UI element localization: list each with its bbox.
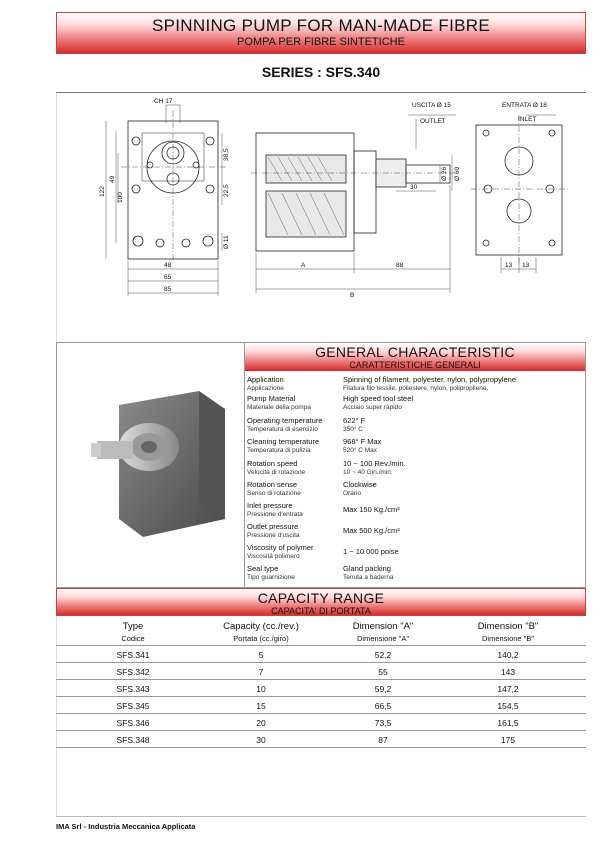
spec-value: Max 500 Kg./cm² — [343, 526, 400, 535]
capacity-range-title: CAPACITY RANGE — [257, 590, 385, 606]
cell-type: SFS.345 — [116, 701, 150, 711]
spec-label-it: Pressione d'entrata — [247, 510, 303, 518]
spec-value: Spinning of filament, polyester, nylon, polypropylene. — [343, 375, 519, 384]
spec-value: 622° F — [343, 416, 366, 425]
cell-dim-b: 143 — [500, 667, 516, 677]
spec-value-it: Acciaio super rapido — [343, 403, 402, 411]
cell-dim-a: 66,5 — [374, 701, 392, 711]
dim-13-right: 13 — [522, 262, 530, 269]
spec-value-it: Orario — [343, 489, 362, 497]
title-banner — [56, 12, 586, 54]
dim-85: 85 — [164, 286, 172, 293]
cell-capacity: 5 — [258, 650, 264, 660]
cell-dim-b: 161,5 — [497, 718, 519, 728]
spec-label-it: Temperatura di esercizio — [247, 425, 318, 433]
spec-label: Inlet pressure — [247, 501, 293, 510]
spec-label-it: Viscosità polimero — [247, 552, 300, 560]
rear-view — [471, 115, 568, 273]
dim-49: 49 — [109, 175, 116, 183]
dim-11: Ø 11 — [223, 235, 230, 249]
spec-value: Clockwise — [343, 480, 377, 489]
spec-value: 10 ~ 100 Rev./min. — [343, 459, 406, 468]
spec-value-it: Tenuta a baderna — [343, 573, 394, 581]
spec-label: Application — [247, 375, 284, 384]
table-row — [56, 731, 586, 748]
cell-dim-a: 52,2 — [374, 650, 392, 660]
spec-label-it: Temperatura di pulizia — [247, 446, 311, 454]
dim-88: 88 — [396, 262, 404, 269]
series-label: SERIES : SFS.340 — [261, 64, 381, 80]
spec-label: Cleaning temperature — [247, 437, 320, 446]
cell-dim-a: 73,5 — [374, 718, 392, 728]
general-characteristic-title: GENERAL CHARACTERISTIC — [315, 344, 515, 360]
dim-38-5: 38,5 — [223, 148, 230, 161]
inlet-label-it: ENTRATA Ø 18 — [502, 102, 547, 109]
cell-dim-a: 59,2 — [374, 684, 392, 694]
cell-dim-a: 55 — [378, 667, 388, 677]
dim-30: 30 — [410, 184, 418, 191]
dim-65: 65 — [164, 274, 172, 281]
col-header-dim-b: Dimension "B" — [477, 621, 539, 632]
cell-dim-a: 87 — [378, 735, 388, 745]
cell-dim-b: 140,2 — [497, 650, 519, 660]
footer-rule — [56, 816, 586, 817]
cell-capacity: 15 — [256, 701, 266, 711]
general-characteristic-subtitle: CARATTERISTICHE GENERALI — [349, 360, 481, 370]
cell-dim-b: 147,2 — [497, 684, 519, 694]
general-characteristic-banner — [245, 343, 585, 371]
spec-label-it: Senso di rotazione — [247, 489, 301, 497]
spec-label-it: Tipo guarnizione — [247, 573, 295, 581]
col-header-capacity: Capacity (cc./rev.) — [223, 621, 299, 632]
cell-dim-b: 175 — [500, 735, 516, 745]
spec-label: Pump Material — [247, 394, 296, 403]
capacity-range-banner — [56, 588, 586, 616]
cell-type: SFS.341 — [116, 650, 150, 660]
technical-drawing — [56, 92, 586, 340]
pump-photo — [57, 343, 243, 587]
general-characteristic-panel — [244, 342, 586, 588]
dim-ch: CH 17 — [154, 98, 173, 105]
technical-drawing-svg — [56, 93, 586, 341]
cell-capacity: 7 — [258, 667, 264, 677]
pump-photo-frame — [56, 342, 244, 588]
table-row — [56, 646, 586, 663]
spec-label: Operating temperature — [247, 416, 323, 425]
col-header-dim-b-it: Dimensione "B" — [481, 634, 534, 643]
dim-122: 122 — [99, 186, 106, 197]
spec-value: Gland packing — [343, 564, 391, 573]
spec-label-it: Materiale della pompa — [247, 403, 311, 411]
col-header-type: Type — [122, 621, 144, 632]
spec-label: Seal type — [247, 564, 279, 573]
section-view — [251, 115, 456, 293]
outlet-label-it: USCITA Ø 15 — [412, 102, 451, 109]
spec-label: Outlet pressure — [247, 522, 299, 531]
table-row — [56, 663, 586, 680]
table-row — [56, 680, 586, 697]
spec-value: Max 150 Kg./cm² — [343, 505, 400, 514]
spec-value: 968° F Max — [343, 437, 382, 446]
col-header-capacity-it: Portata (cc./giro) — [233, 634, 289, 643]
spec-label-it: Pressione d'uscita — [247, 531, 300, 539]
dim-48: 48 — [164, 262, 172, 269]
capacity-table-header — [56, 618, 586, 646]
cell-type: SFS.343 — [116, 684, 150, 694]
cell-capacity: 10 — [256, 684, 266, 694]
spec-value-it: 520° C Max — [343, 446, 378, 454]
dim-b: B — [350, 292, 355, 299]
company-footer: IMA Srl - Industria Meccanica Applicata — [56, 822, 196, 831]
spec-label: Rotation speed — [247, 459, 298, 468]
capacity-table — [56, 618, 586, 748]
outlet-label-en: OUTLET — [420, 118, 446, 125]
page-title: SPINNING PUMP FOR MAN-MADE FIBRE — [152, 16, 490, 35]
dim-60: Ø 60 — [454, 166, 461, 181]
spec-value: 1 ~ 10.000 poise — [343, 547, 399, 556]
capacity-range-subtitle: CAPACITA' DI PORTATA — [271, 606, 371, 616]
cell-capacity: 20 — [256, 718, 266, 728]
dim-a: A — [301, 262, 306, 269]
dim-22-5: 22,5 — [223, 184, 230, 197]
spec-label-it: Applicazione — [247, 384, 284, 392]
spec-label-it: Velocità di rotazione — [247, 468, 306, 476]
page-subtitle: POMPA PER FIBRE SINTETICHE — [237, 36, 405, 48]
cell-capacity: 30 — [256, 735, 266, 745]
spec-value: High speed tool steel — [343, 394, 414, 403]
col-header-type-it: Codice — [121, 634, 145, 643]
spec-value-it: 350° C — [343, 425, 363, 433]
spec-label: Rotation sense — [247, 480, 298, 489]
cell-dim-b: 154,5 — [497, 701, 519, 711]
inlet-label-en: INLET — [518, 116, 537, 123]
dim-26: Ø 26 — [441, 166, 448, 181]
cell-type: SFS.346 — [116, 718, 150, 728]
table-row — [56, 714, 586, 731]
col-header-dim-a-it: Dimensione "A" — [356, 634, 409, 643]
spec-value-it: 10 ~ 40 Giri./min. — [343, 468, 393, 476]
col-header-dim-a: Dimension "A" — [352, 621, 414, 632]
spec-label: Viscosity of polymer — [247, 543, 314, 552]
dim-13-left: 13 — [505, 262, 513, 269]
spec-value-it: Filatura filo tessile, poliestere, nylon, polipropilene. — [343, 384, 489, 392]
dim-100: 100 — [117, 192, 124, 203]
cell-type: SFS.342 — [116, 667, 150, 677]
table-row — [56, 697, 586, 714]
cell-type: SFS.348 — [116, 735, 150, 745]
